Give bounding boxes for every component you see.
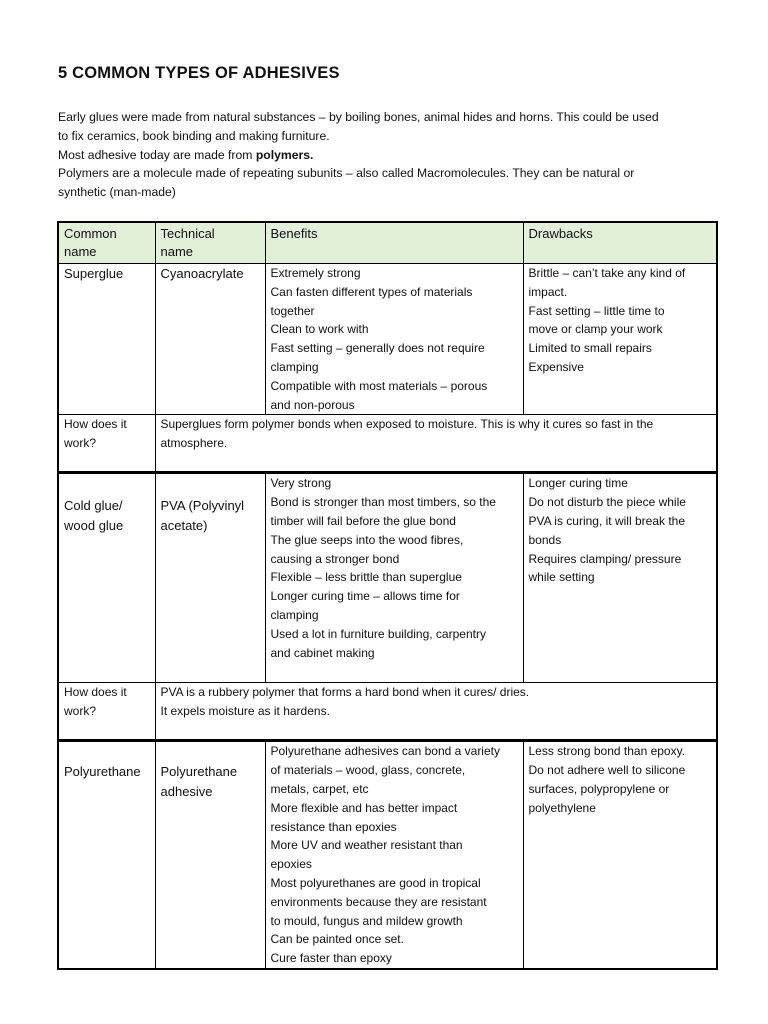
benefits-cell	[265, 741, 523, 969]
benefit-line: More flexible and has better impact	[270, 800, 458, 815]
benefit-line: The glue seeps into the wood fibres,	[270, 532, 464, 547]
how-label: How does it	[64, 417, 127, 432]
technical-name: adhesive	[160, 784, 213, 800]
benefit-line: Can fasten different types of materials	[270, 284, 473, 299]
how-text-cell	[155, 415, 717, 473]
how-line: It expels moisture as it hardens.	[160, 704, 330, 719]
drawbacks-cell	[523, 264, 717, 415]
benefit-line: metals, carpet, etc	[270, 781, 369, 796]
common-name-cell	[58, 473, 155, 683]
drawback-line: impact.	[528, 284, 568, 299]
benefit-line: Very strong	[270, 476, 332, 491]
benefit-line: and cabinet making	[270, 645, 375, 660]
technical-name-cell	[155, 473, 265, 683]
benefit-line: Flexible – less brittle than superglue	[270, 570, 462, 585]
intro-text	[58, 108, 708, 202]
page-title: 5 COMMON TYPES OF ADHESIVES	[58, 64, 340, 82]
technical-name: acetate)	[160, 518, 208, 534]
intro-line: Polymers are a molecule made of repeating subunits – also called Macromolecules. They can be natural or	[58, 166, 635, 181]
table-header-row	[58, 222, 717, 264]
drawback-line: Less strong bond than epoxy.	[528, 744, 686, 759]
common-name: Polyurethane	[64, 764, 141, 780]
how-line: Superglues form polymer bonds when exposed to moisture. This is why it cures so fast in the	[160, 417, 654, 432]
drawback-line: Do not adhere well to silicone	[528, 763, 686, 778]
drawback-line: polyethylene	[528, 800, 596, 815]
adhesives-table	[57, 221, 718, 970]
drawback-line: while setting	[528, 570, 595, 585]
intro-bold-term: polymers.	[255, 147, 314, 162]
drawback-line: PVA is curing, it will break the	[528, 513, 686, 528]
benefit-line: Fast setting – generally does not require	[270, 341, 485, 356]
common-name: Cold glue/	[64, 498, 123, 514]
technical-name-cell	[155, 741, 265, 969]
intro-line-text: Most adhesive today are made from	[58, 147, 256, 162]
intro-line: Early glues were made from natural substances – by boiling bones, animal hides and horns. This could be used	[58, 110, 659, 124]
technical-name: Polyurethane	[160, 764, 238, 780]
how-text-cell	[155, 683, 717, 741]
intro-line: to fix ceramics, book binding and making furniture.	[58, 128, 330, 143]
table-row	[58, 473, 717, 683]
benefit-line: Longer curing time – allows time for	[270, 589, 460, 604]
benefit-line: resistance than epoxies	[270, 819, 397, 834]
benefit-line: to mould, fungus and mildew growth	[270, 913, 463, 928]
drawback-line: Longer curing time	[528, 476, 628, 491]
drawback-line: surfaces, polypropylene or	[528, 781, 670, 796]
benefit-line: of materials – wood, glass, concrete,	[270, 763, 466, 778]
benefit-line: and non-porous	[270, 397, 355, 412]
technical-name: PVA (Polyvinyl	[160, 498, 245, 514]
header-text: Benefits	[270, 226, 318, 241]
benefits-cell	[265, 473, 523, 683]
benefit-line: timber will fail before the glue bond	[270, 513, 456, 528]
header-benefits	[265, 222, 523, 264]
benefit-line: Compatible with most materials – porous	[270, 378, 488, 393]
benefit-line: Cure faster than epoxy	[270, 951, 392, 966]
how-line: atmosphere.	[160, 436, 228, 451]
header-technical-name	[155, 222, 265, 264]
drawback-line: bonds	[528, 532, 562, 547]
drawback-line: Requires clamping/ pressure	[528, 551, 682, 566]
benefit-line: Polyurethane adhesives can bond a variety	[270, 744, 500, 759]
how-line: PVA is a rubbery polymer that forms a hard bond when it cures/ dries.	[160, 685, 530, 700]
header-common-name	[58, 222, 155, 264]
header-text: Drawbacks	[528, 226, 593, 241]
how-label-cell	[58, 683, 155, 741]
benefits-cell	[265, 264, 523, 415]
how-row	[58, 415, 717, 473]
header-text: Technical	[160, 226, 215, 241]
benefit-line: More UV and weather resistant than	[270, 838, 463, 853]
drawback-line: move or clamp your work	[528, 322, 663, 337]
benefit-line: Clean to work with	[270, 322, 369, 337]
drawbacks-cell	[523, 741, 717, 969]
benefit-line: Bond is stronger than most timbers, so the	[270, 495, 496, 510]
benefit-line: Extremely strong	[270, 266, 361, 280]
intro-line: synthetic (man-made)	[58, 185, 176, 200]
how-label: work?	[64, 704, 97, 719]
drawback-line: Limited to small repairs	[528, 341, 652, 356]
common-name-cell	[58, 264, 155, 415]
how-label-cell	[58, 415, 155, 473]
header-drawbacks	[523, 222, 717, 264]
how-row	[58, 683, 717, 741]
benefit-line: Most polyurethanes are good in tropical	[270, 875, 481, 890]
benefit-line: Used a lot in furniture building, carpentry	[270, 626, 486, 641]
how-label: How does it	[64, 685, 127, 700]
common-name: wood glue	[64, 518, 124, 534]
drawback-line: Brittle – can’t take any kind of	[528, 266, 686, 280]
benefit-line: clamping	[270, 359, 319, 374]
drawback-line: Do not disturb the piece while	[528, 495, 686, 510]
common-name: Superglue	[64, 266, 124, 281]
intro-line	[58, 146, 708, 165]
common-name-cell	[58, 741, 155, 969]
technical-name-cell	[155, 264, 265, 415]
drawback-line: Expensive	[528, 359, 584, 374]
benefit-line: together	[270, 303, 315, 318]
header-text: name	[160, 244, 194, 259]
table-row	[58, 741, 717, 969]
benefit-line: causing a stronger bond	[270, 551, 400, 566]
benefit-line: epoxies	[270, 857, 312, 872]
header-text: name	[64, 244, 97, 259]
benefit-line: clamping	[270, 607, 319, 622]
drawback-line: Fast setting – little time to	[528, 303, 665, 318]
benefit-line: environments because they are resistant	[270, 894, 487, 909]
drawbacks-cell	[523, 473, 717, 683]
how-label: work?	[64, 436, 97, 451]
benefit-line: Can be painted once set.	[270, 932, 404, 947]
table-row	[58, 264, 717, 415]
technical-name: Cyanoacrylate	[160, 266, 244, 281]
header-text: Common	[64, 226, 117, 241]
